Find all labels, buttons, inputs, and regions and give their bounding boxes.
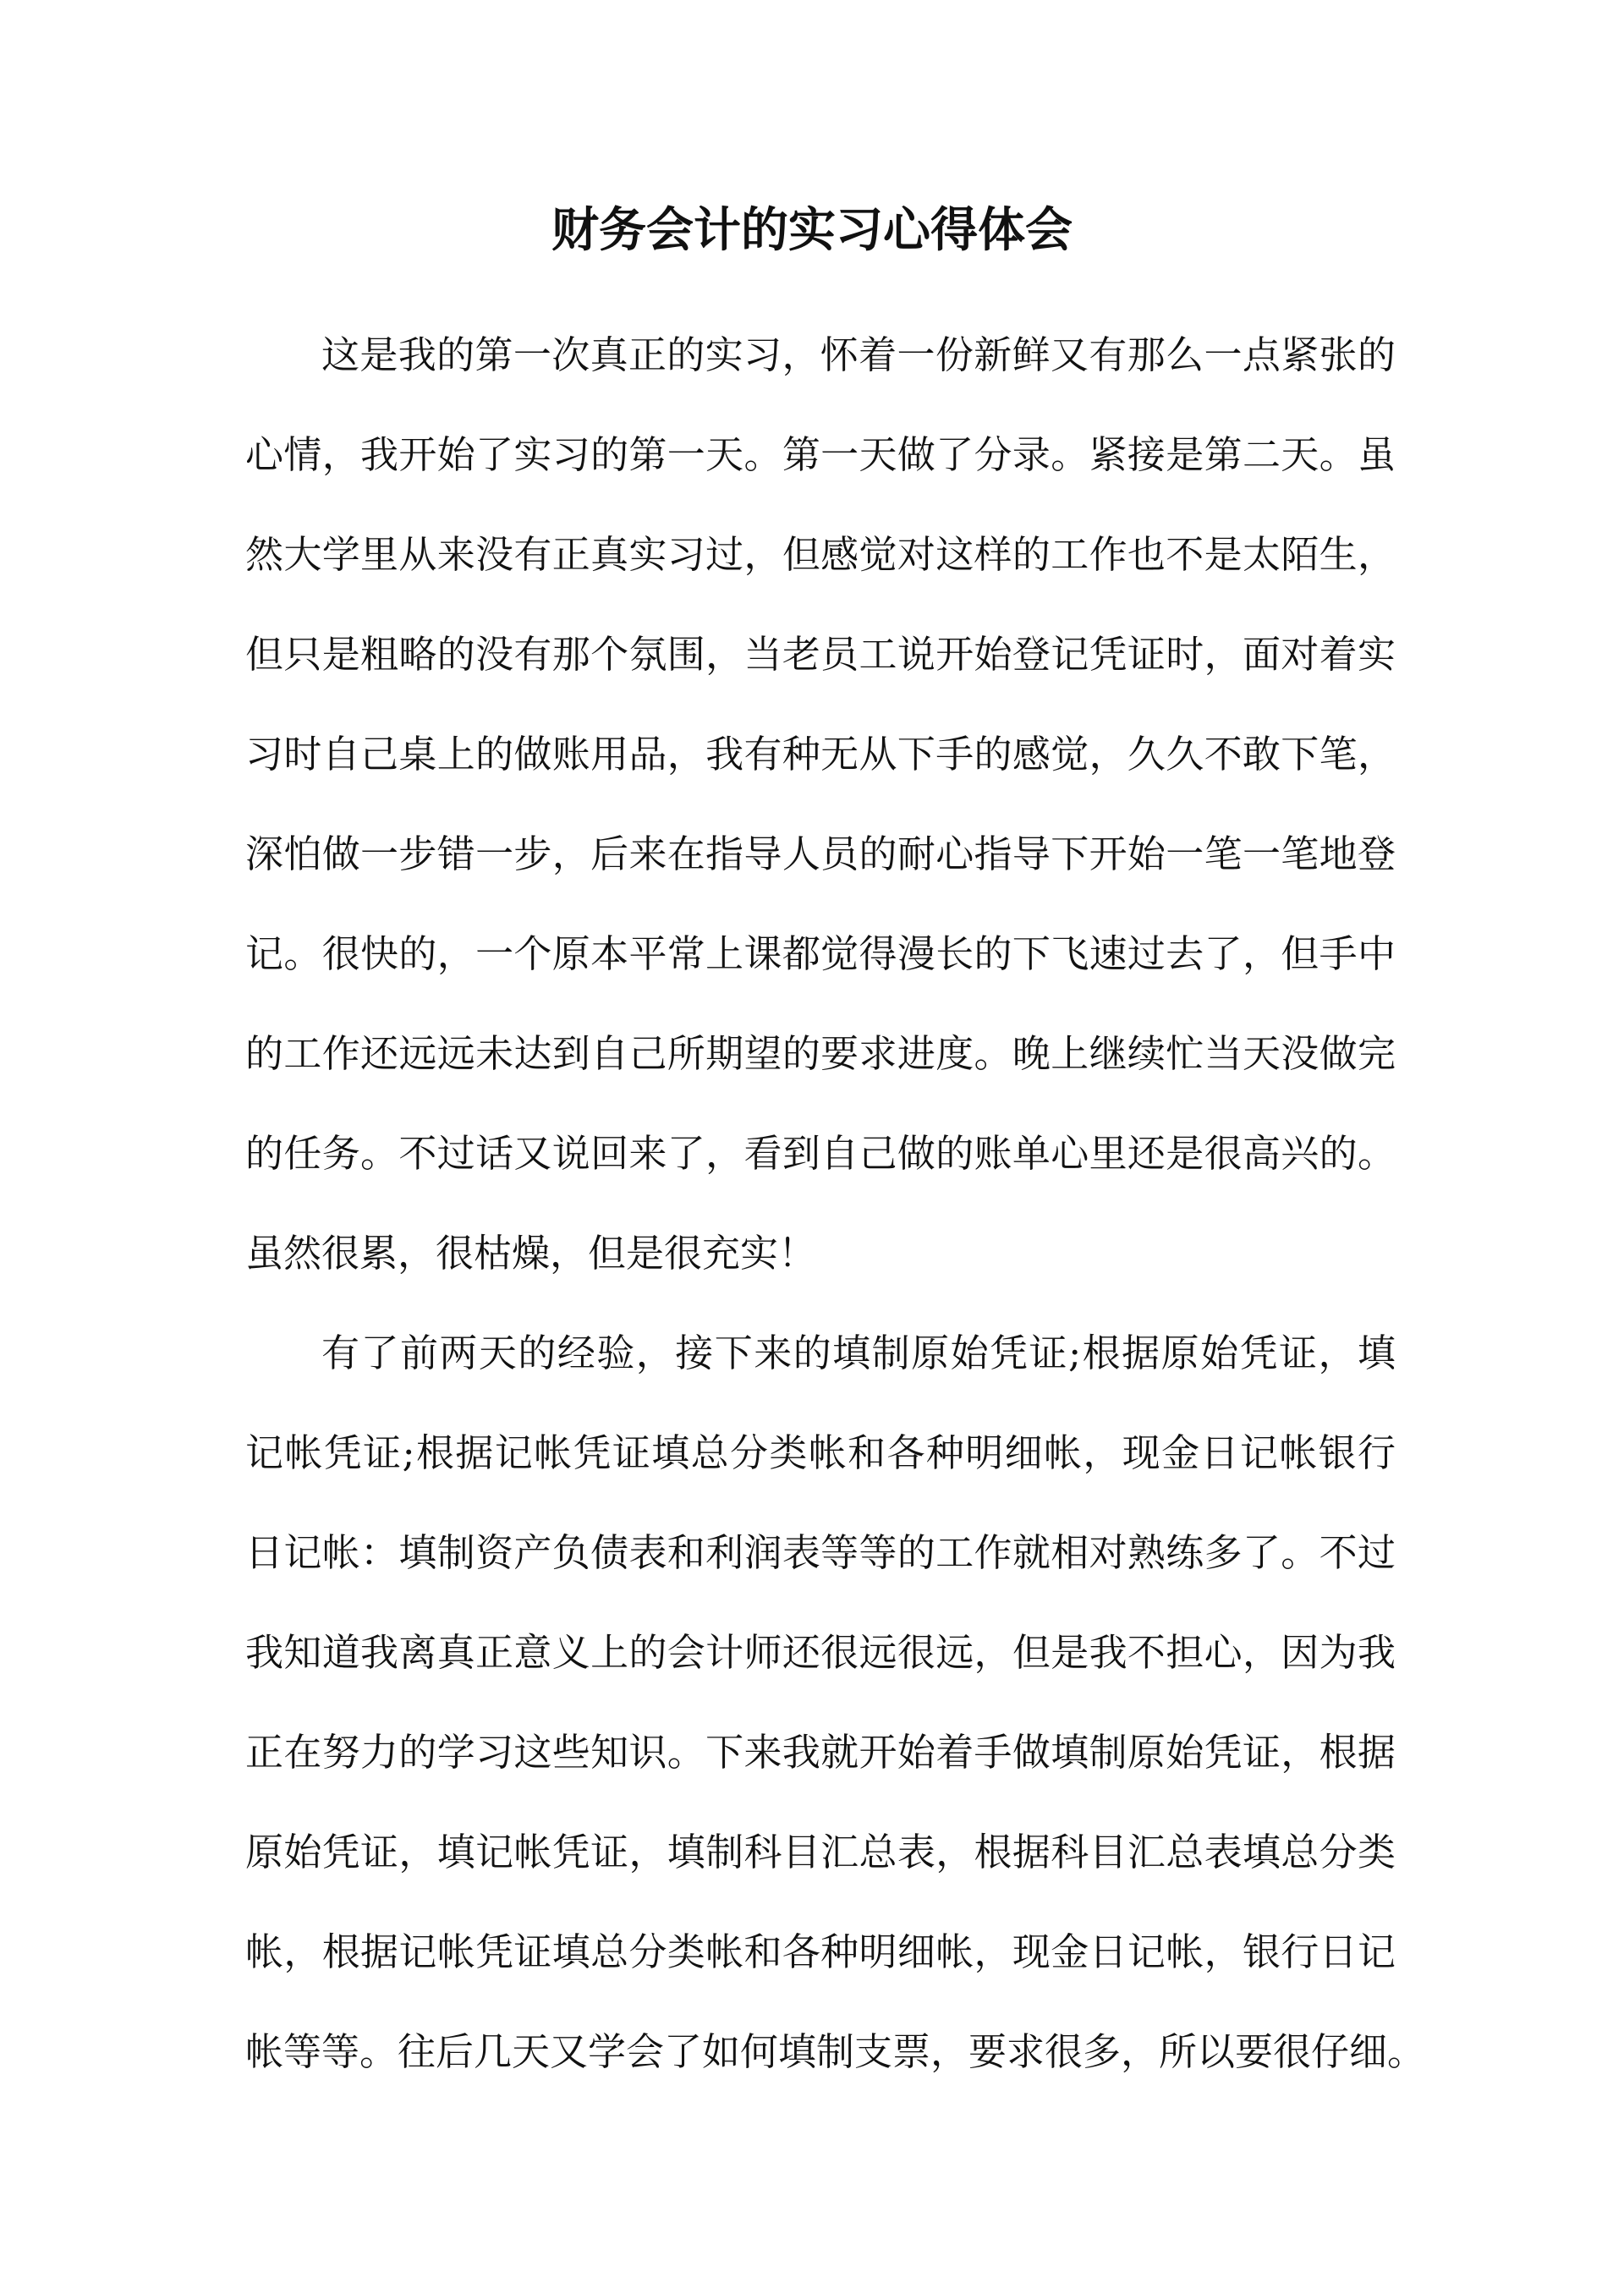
paragraph-1-line-1: 这是我的第一次真正的实习，怀着一份新鲜又有那么一点紧张的 bbox=[321, 332, 1396, 377]
paragraph-1-line-4: 但只是粗略的没有那个氛围，当老员工说开始登记凭证时，面对着实 bbox=[245, 632, 1396, 677]
paragraph-2-line-2: 记帐凭证;根据记帐凭证填总分类帐和各种明细帐，现金日记帐银行 bbox=[245, 1430, 1396, 1475]
paragraph-1-line-5: 习时自己桌上的做账用品，我有种无从下手的感觉，久久不敢下笔， bbox=[245, 732, 1396, 777]
paragraph-2-line-8: 帐等等。往后几天又学会了如何填制支票，要求很多，所以要很仔细。 bbox=[245, 2029, 1426, 2074]
paragraph-1-line-7: 记。很快的，一个原本平常上课都觉得漫长的下飞速过去了，但手中 bbox=[245, 931, 1396, 976]
paragraph-1-line-9: 的任务。不过话又说回来了，看到自己做的账单心里还是很高兴的。 bbox=[245, 1131, 1396, 1176]
paragraph-2-line-4: 我知道我离真正意义上的会计师还很远很远，但是我不担心，因为我 bbox=[245, 1630, 1396, 1675]
paragraph-1-line-3: 然大学里从来没有正真实习过，但感觉对这样的工作也不是太陌生， bbox=[245, 532, 1396, 577]
paragraph-1-line-6: 深怕做一步错一步，后来在指导人员的耐心指导下开始一笔一笔地登 bbox=[245, 831, 1396, 876]
paragraph-2-line-6: 原始凭证，填记帐凭证，填制科目汇总表，根据科目汇总表填总分类 bbox=[245, 1830, 1396, 1874]
paragraph-1-line-8: 的工作还远远未达到自己所期望的要求进度。晚上继续忙当天没做完 bbox=[245, 1031, 1396, 1076]
paragraph-2-line-1: 有了前两天的经验，接下来的填制原始凭证;根据原始凭证，填 bbox=[321, 1331, 1396, 1375]
paragraph-1-line-2: 心情，我开始了实习的第一天。第一天做了分录。紧接是第二天。虽 bbox=[245, 432, 1396, 477]
paragraph-2-line-3: 日记帐：填制资产负债表和利润表等等的工作就相对熟练多了。不过 bbox=[245, 1530, 1396, 1575]
paragraph-1-line-10: 虽然很累，很枯燥，但是很充实！ bbox=[245, 1231, 817, 1276]
paragraph-2-line-7: 帐，根据记帐凭证填总分类帐和各种明细帐，现金日记帐，银行日记 bbox=[245, 1929, 1396, 1974]
document-title: 财务会计的实习心得体会 bbox=[551, 202, 1073, 258]
paragraph-2-line-5: 正在努力的学习这些知识。下来我就开始着手做填制原始凭证，根据 bbox=[245, 1730, 1396, 1775]
document-body bbox=[245, 321, 1426, 2118]
